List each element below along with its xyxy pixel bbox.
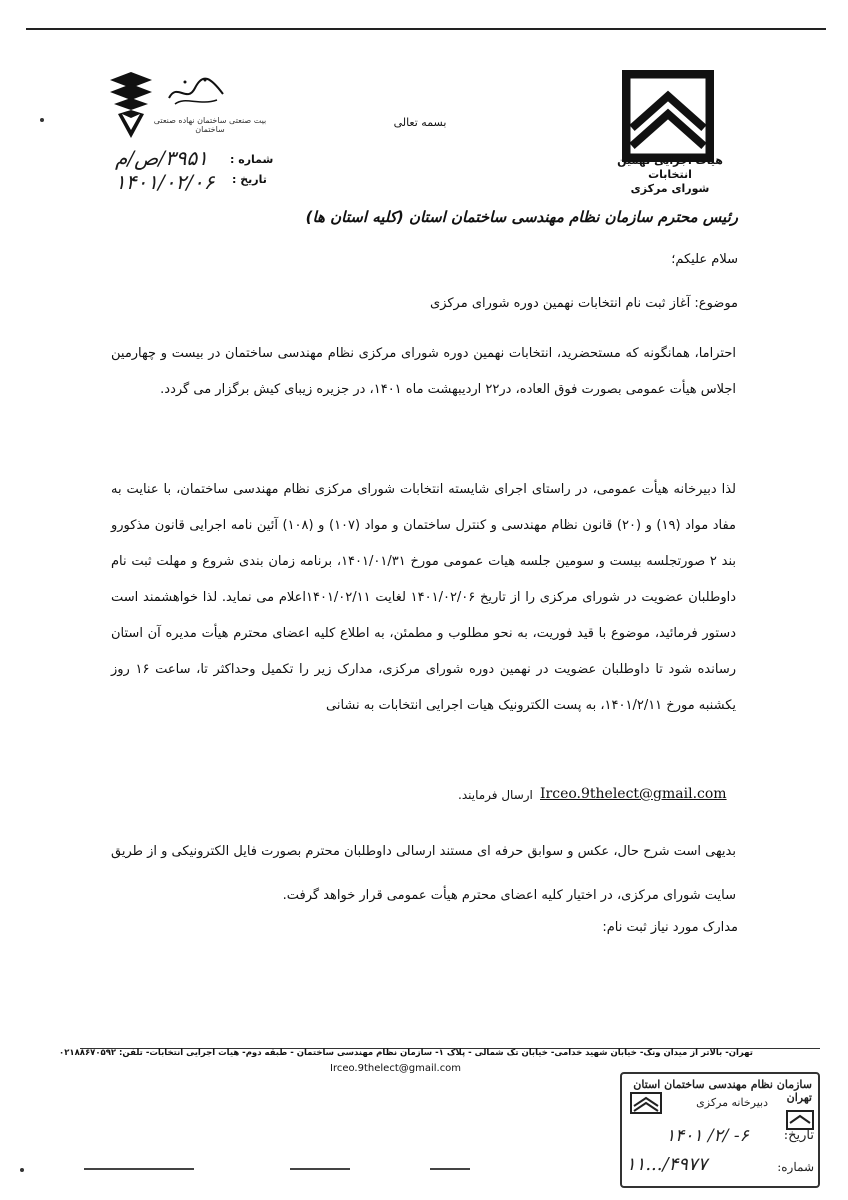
subject-line: موضوع: آغاز ثبت نام انتخابات نهمین دوره شورای مرکزی [430, 296, 738, 311]
letter-date-value: ۱۴۰۱/۰۲/۰۶ [115, 170, 215, 194]
required-documents-heading: مدارک مورد نیاز ثبت نام: [602, 920, 738, 935]
stamp-subtitle: دبیرخانه مرکزی [696, 1096, 768, 1109]
stamp-logo-icon [630, 1092, 662, 1114]
council-logo-icon [108, 70, 154, 140]
date-label: تاریخ : [232, 173, 267, 186]
greeting: سلام علیکم؛ [671, 252, 738, 267]
email-link[interactable]: Irceo.9thelect@gmail.com [540, 786, 727, 802]
scan-artifact [84, 1168, 194, 1170]
basmala: بسمه تعالی [393, 116, 447, 129]
paragraph-3: بدیهی است شرح حال، عکس و سوابق حرفه ای مستند ارسالی داوطلبان محترم بصورت فایل الکترونیکی و از طریق سایت شورای مرکزی، در اختیار کلیه اعضای محترم هیأت عمومی قرار خواهد گرفت. [111, 844, 736, 903]
footer-email: Irceo.9thelect@gmail.com [330, 1063, 462, 1074]
stamp-title: سازمان نظام مهندسی ساختمان استان تهران [633, 1078, 812, 1104]
paragraph-2-end: ارسال فرمایند. [458, 788, 533, 802]
scan-artifact [430, 1168, 470, 1170]
paragraph-1: احتراما، همانگونه که مستحضرید، انتخابات نهمین دوره شورای مرکزی نظام مهندسی ساختمان در بیست و چهارمین اجلاس هیأت عمومی بصورت فوق العاده، در۲۲ اردیبهشت ماه ۱۴۰۱، در جزیره زیبای کیش برگزار می گردد. [111, 346, 736, 397]
paragraph-2: لذا دبیرخانه هیأت عمومی، در راستای اجرای شایسته انتخابات شورای مرکزی نظام مهندسی ساختمان، با عنایت به مفاد مواد (۱۹) و (۲۰) قانون نظام مهندسی و کنترل ساختمان و مواد (۱۰۷) و (۱۰۸) آئین نامه اجرایی قانون مذکورو بند ۲ صورتجلسه بیست و سومین جلسه هیات عمومی مورخ ۱۴۰۱/۰۱/۳۱، برنامه زمان بندی شروع و مهلت ثبت نام داوطلبان عضویت در شورای مرکزی را از تاریخ ۱۴۰۱/۰۲/۰۶ لغایت ۱۴۰۱/۰۲/۱۱اعلام می نماید. لذا خواهشمند است دستور فرمائید، موضوع با قید فوریت، به نحو مطلوب و مطمئن، به اطلاع کلیه اعضای محترم هیأت مدیره آن استان رسانده شود تا داوطلبان عضویت در نهمین دوره شورای مرکزی، مدارک زیر را تکمیل وحداکثر تا، ساعت ۱۶ روز یکشنبه مورخ ۱۴۰۱/۲/۱۱، به پست الکترونیک هیات اجرایی انتخابات به نشانی [111, 482, 737, 713]
org-name-right [610, 154, 730, 196]
received-stamp [620, 1072, 820, 1188]
stamp-date-value: ۱۴۰۱ /۲/ -۶ [666, 1126, 749, 1146]
scan-artifact [290, 1168, 350, 1170]
left-logo-caption: بیت صنعتی ساختمان نهاده صنعتی ساختمان [153, 116, 267, 134]
stamp-number-value: ۱۱.../۴۹۷۷ [626, 1154, 708, 1175]
stamp-logo-secondary-icon [786, 1110, 814, 1130]
number-label: شماره : [230, 153, 274, 166]
scan-speck [20, 1168, 24, 1172]
footer-address: تهران- بالاتر از میدان ونک- خیابان شهید خدامی- خیابان تک شمالی - پلاک ۱- سازمان نظام مهندسی ساختمان - طبقه دوم- هیات اجرایی انتخابات- تلفن: ۰۲۱۸۸۶۷۰۵۹۲ [59, 1048, 753, 1058]
scan-speck [40, 118, 44, 122]
calligraphy-logo-icon [165, 74, 227, 110]
stamp-number-label: شماره: [777, 1160, 814, 1174]
org-line-1: هیات اجرایی نهمین انتخابات [617, 154, 723, 181]
addressee: رئیس محترم سازمان نظام مهندسی ساختمان استان (کلیه استان ها) [305, 208, 738, 226]
election-board-logo-icon [622, 70, 714, 162]
letter-number-value: ۳۹۵۱/ص/م [115, 146, 209, 170]
top-border-line [26, 28, 826, 30]
stamp-date-label: تاریخ: [783, 1128, 814, 1143]
org-line-2: شورای مرکزی [630, 182, 710, 195]
